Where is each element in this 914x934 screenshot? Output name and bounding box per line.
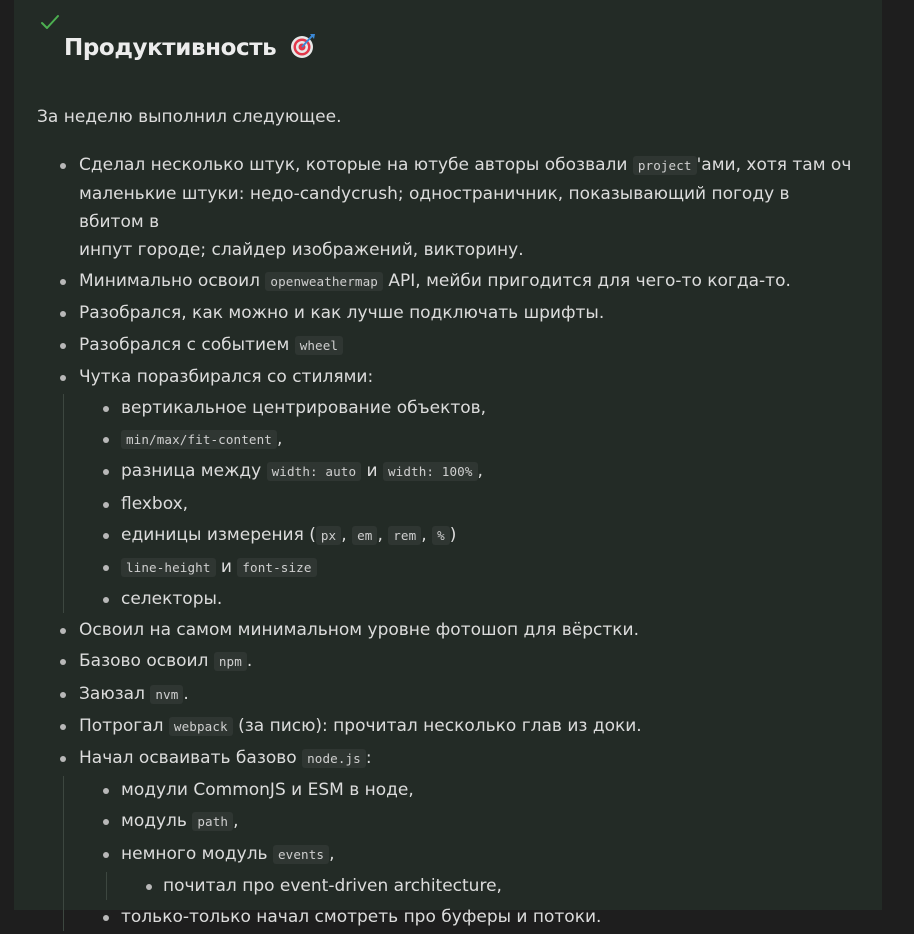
note-panel [14, 0, 882, 927]
inline-code: width: 100% [383, 462, 478, 481]
item-text: единицы измерения ( [121, 524, 316, 545]
item-text: Освоил на самом минимальном уровне фотошоп для вёрстки. [79, 620, 639, 641]
list-item [14, 299, 882, 327]
list-item [14, 647, 882, 676]
item-text: разница между [121, 461, 267, 482]
list-item [14, 151, 882, 264]
page-title-text: Продуктивность [64, 35, 277, 61]
inline-code: px [316, 526, 341, 545]
item-text: модули CommonJS и ESM в ноде, [121, 780, 414, 801]
inline-code: % [432, 526, 450, 545]
list-item [14, 363, 882, 391]
item-text: Базово освоил [79, 651, 214, 672]
item-text: и [361, 461, 383, 482]
list-item [14, 331, 882, 360]
inline-code: project [633, 156, 697, 175]
item-text: Потрогал [79, 715, 169, 736]
sub-list-item [14, 903, 882, 931]
sub-list-item [14, 776, 882, 804]
sub-list-item [14, 553, 882, 582]
sub-list-item [14, 807, 882, 836]
item-line: инпут городе; слайдер изображений, викторину. [79, 240, 524, 260]
item-line: маленькие штуки: недо-candycrush; одностраничник, показывающий погоду в вбитом в [79, 184, 790, 232]
item-text: , [477, 461, 483, 482]
item-text: , [233, 811, 239, 832]
sub-list-item [14, 521, 882, 550]
item-text: только-только начал смотреть про буферы и потоки. [121, 906, 602, 927]
item-text: API, мейби пригодится для чего-то когда-то. [382, 271, 791, 292]
item-text: селекторы. [121, 589, 223, 610]
item-text: (за писю): прочитал несколько глав из доки. [232, 715, 642, 736]
inline-code: npm [214, 652, 247, 671]
item-text: , [421, 524, 433, 545]
inline-code: line-height [121, 558, 216, 577]
checkmark-icon[interactable] [38, 12, 62, 32]
item-text: ) [449, 524, 457, 545]
item-text: , [276, 429, 283, 450]
inline-code: em [352, 526, 377, 545]
window-right-margin [882, 0, 914, 910]
item-text: Разобрался, как можно и как лучше подключать шрифты. [79, 303, 605, 324]
item-text: : [365, 748, 372, 768]
sub-list-item [14, 457, 882, 486]
inline-code: font-size [237, 558, 316, 577]
item-text: 'ами, хотя там оч [696, 155, 852, 175]
direct-hit-target-icon [290, 33, 316, 59]
sub-list-item [14, 394, 882, 422]
indent-guide [63, 776, 64, 931]
inline-code: width: auto [267, 462, 362, 481]
inline-code: openweathermap [265, 272, 383, 291]
inline-code: min/max/fit-content [121, 430, 277, 449]
page-title [64, 32, 316, 64]
item-text: вертикальное центрирование объектов, [121, 397, 487, 418]
item-text: . [183, 683, 189, 704]
inline-code: webpack [169, 717, 233, 736]
item-text: модуль [121, 811, 193, 832]
sub-list-item [14, 585, 882, 613]
list-item [14, 744, 882, 773]
sub-list-item [14, 840, 882, 869]
item-text: , [377, 524, 389, 545]
item-text: Разобрался с событием [79, 334, 295, 355]
list-item [14, 712, 882, 741]
item-text: и [215, 556, 238, 577]
inline-code: node.js [302, 749, 366, 768]
list-item [14, 267, 882, 296]
sub-list-item [14, 490, 882, 518]
indent-guide [106, 872, 107, 900]
intro-text: За неделю выполнил следующее. [37, 107, 342, 127]
sub-sub-list-item [14, 872, 882, 900]
indent-guide [63, 394, 64, 613]
inline-code: wheel [295, 336, 343, 355]
item-text: , [341, 524, 353, 545]
item-text: flexbox, [121, 493, 189, 514]
inline-code: path [192, 812, 233, 831]
inline-code: nvm [150, 685, 183, 704]
item-text: Минимально освоил [79, 271, 266, 292]
achievements-list [14, 151, 882, 934]
item-text: , [329, 843, 335, 864]
list-item [14, 616, 882, 644]
item-text: Начал осваивать базово [79, 748, 303, 768]
item-text: почитал про event-driven architecture, [163, 875, 502, 896]
item-line [79, 151, 858, 180]
inline-code: rem [388, 526, 421, 545]
item-text: . [246, 651, 253, 672]
item-text: Заюзал [79, 683, 151, 704]
list-item [14, 680, 882, 709]
item-text: Чутка поразбирался со стилями: [79, 366, 374, 387]
item-text: немного модуль [121, 843, 273, 864]
item-text: Сделал несколько штук, которые на ютубе авторы обозвали [79, 155, 633, 175]
sub-list-item [14, 425, 882, 454]
inline-code: events [273, 845, 329, 864]
